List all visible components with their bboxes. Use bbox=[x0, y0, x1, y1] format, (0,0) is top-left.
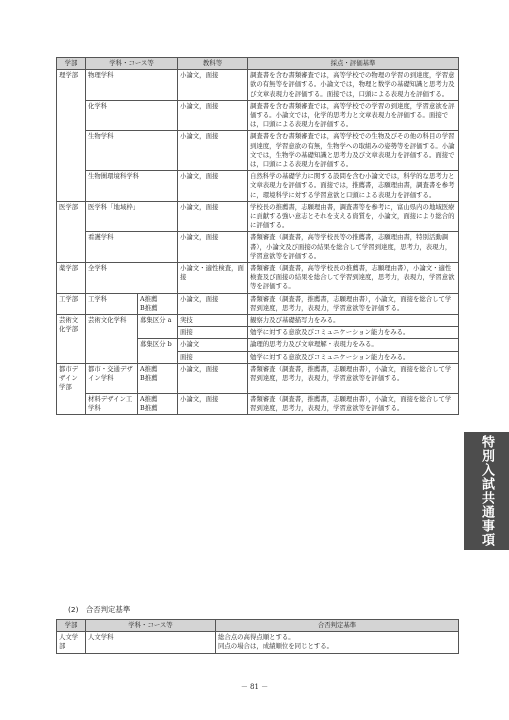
header-criteria: 採点・評価基準 bbox=[248, 58, 459, 70]
pass-fail-criteria-table bbox=[56, 619, 459, 654]
header-dept: 学科・コース等 bbox=[86, 58, 178, 70]
header-dept: 学科・コース等 bbox=[86, 620, 216, 632]
criteria-cell: 学校長の推薦書，志願理由書，調査書等を参考に，富山県内の地域医療に貢献する強い意志とそれを支える資質を，小論文，面接により総合的に評価する。 bbox=[248, 201, 459, 232]
dept-cell: 工学科 bbox=[86, 293, 138, 314]
table-row bbox=[57, 201, 459, 232]
table-row bbox=[57, 293, 459, 314]
faculty-cell bbox=[57, 131, 86, 171]
table-row bbox=[57, 394, 459, 415]
method-cell: 実技 bbox=[178, 315, 248, 327]
method-cell: 小論文，面接 bbox=[178, 232, 248, 263]
sub-cell: A推薦 B推薦 bbox=[138, 394, 178, 415]
table-header-row bbox=[57, 620, 459, 632]
table-row bbox=[57, 232, 459, 263]
method-cell: 小論文，面接 bbox=[178, 100, 248, 131]
criteria-cell: 調査書を含む書類審査では，高等学校での生物及びその他の科目の学習到達度，学習意欲の有無，生物学への取組みの姿勢等を評価する。小論文では，生物学の基礎知識と思考力及び文章表現力を評価する。面接では，口頭による表現力を評価する。 bbox=[248, 131, 459, 171]
table-row bbox=[57, 171, 459, 202]
dept-cell: 都市・交通デザイン学科 bbox=[86, 363, 138, 393]
criteria-cell: 論理的思考力及び文章理解・表現力をみる。 bbox=[248, 339, 459, 351]
dept-cell: 医学科「地域枠」 bbox=[86, 201, 178, 232]
dept-cell: 生物学科 bbox=[86, 131, 178, 171]
section-title: (2) 合否判定基準 bbox=[68, 605, 131, 614]
method-cell: 小論文，面接 bbox=[178, 131, 248, 171]
table-row bbox=[57, 363, 459, 393]
criteria-cell: 勉学に対する意欲及びコミュニケーション能力をみる。 bbox=[248, 327, 459, 339]
criteria-cell: 勉学に対する意欲及びコミュニケーション能力をみる。 bbox=[248, 351, 459, 363]
dept-cell: 生物圏環境科学科 bbox=[86, 171, 178, 202]
method-cell: 面接 bbox=[178, 327, 248, 339]
header-faculty: 学部 bbox=[57, 620, 86, 632]
sub-cell: A推薦 B推薦 bbox=[138, 363, 178, 393]
faculty-cell bbox=[57, 100, 86, 131]
table-header-row bbox=[57, 58, 459, 70]
method-cell: 小論文 bbox=[178, 339, 248, 351]
criteria-cell: 書類審査（調査書，高等学校長等の推薦書，志願理由書，特別活動調書），小論文及び面接の結果を総合して学習到達度，思考力，表現力，学習意欲等を評価する。 bbox=[248, 232, 459, 263]
dept-cell: 全学科 bbox=[86, 263, 178, 294]
criteria-cell: 書類審査（調査書，高等学校長の推薦書，志願理由書），小論文・適性検査及び面接の結果を総合して学習到達度，思考力，表現力，学習意欲等を評価する。 bbox=[248, 263, 459, 294]
table-row bbox=[57, 131, 459, 171]
dept-cell: 材料デザイン工学科 bbox=[86, 394, 138, 415]
method-cell: 小論文，面接 bbox=[178, 70, 248, 101]
criteria-cell: 書類審査（調査書，推薦書，志願理由書），小論文，面接を総合して学習到達度，思考力，表現力，学習意欲等を評価する。 bbox=[248, 394, 459, 415]
method-cell: 面接 bbox=[178, 351, 248, 363]
dept-cell: 芸術文化学科 bbox=[86, 315, 138, 364]
faculty-cell: 医学部 bbox=[57, 201, 86, 232]
criteria-cell: 総合点の高得点順とする。 同点の場合は，成績順位を同じとする。 bbox=[216, 632, 459, 653]
faculty-cell bbox=[57, 232, 86, 263]
header-faculty: 学部 bbox=[57, 58, 86, 70]
criteria-cell: 書類審査（調査書，推薦書，志願理由書），小論文，面接を総合して学習到達度，思考力，表現力，学習意欲等を評価する。 bbox=[248, 293, 459, 314]
method-cell: 小論文，面接 bbox=[178, 363, 248, 393]
faculty-cell: 芸術文化学部 bbox=[57, 315, 86, 364]
faculty-cell: 工学部 bbox=[57, 293, 86, 314]
method-cell: 小論文・適性検査，面接 bbox=[178, 263, 248, 294]
method-cell: 小論文，面接 bbox=[178, 171, 248, 202]
header-method: 教科等 bbox=[178, 58, 248, 70]
criteria-cell: 自然科学の基礎学力に関する設問を含む小論文では，科学的な思考力と文章表現力を評価する。面接では，推薦書，志願理由書，調査書を参考に，環境科学に対する学習意欲と口頭による表現力を評価する。 bbox=[248, 171, 459, 202]
table-row bbox=[57, 100, 459, 131]
criteria-cell: 調査書を含む書類審査では，高等学校での学習の到達度，学習意欲を評価する。小論文では，化学的思考力と文章表現力を評価する。面接では，口頭による表現力を評価する。 bbox=[248, 100, 459, 131]
table-row bbox=[57, 315, 459, 327]
table-row bbox=[57, 263, 459, 294]
faculty-cell: 理学部 bbox=[57, 70, 86, 101]
dept-cell: 物理学科 bbox=[86, 70, 178, 101]
category-cell: 募集区分 b bbox=[138, 339, 178, 363]
criteria-cell: 書類審査（調査書，推薦書，志願理由書），小論文，面接を総合して学習到達度，思考力，表現力，学習意欲等を評価する。 bbox=[248, 363, 459, 393]
dept-cell: 化学科 bbox=[86, 100, 178, 131]
faculty-cell bbox=[57, 394, 86, 415]
sub-cell: A推薦 B推薦 bbox=[138, 293, 178, 314]
faculty-cell: 都市デザイン学部 bbox=[57, 363, 86, 393]
header-criteria: 合否判定基準 bbox=[216, 620, 459, 632]
table-row bbox=[57, 632, 459, 653]
side-index-tab: 特別入試共通事項 bbox=[464, 432, 509, 550]
method-cell: 小論文，面接 bbox=[178, 293, 248, 314]
dept-cell: 人文学科 bbox=[86, 632, 216, 653]
faculty-cell bbox=[57, 171, 86, 202]
page-number: － 81 － bbox=[240, 683, 269, 691]
category-cell: 募集区分 a bbox=[138, 315, 178, 339]
criteria-cell: 観察力及び基礎描写力をみる。 bbox=[248, 315, 459, 327]
method-cell: 小論文，面接 bbox=[178, 394, 248, 415]
evaluation-criteria-table bbox=[56, 57, 459, 415]
table-row bbox=[57, 70, 459, 101]
faculty-cell: 薬学部 bbox=[57, 263, 86, 294]
method-cell: 小論文，面接 bbox=[178, 201, 248, 232]
dept-cell: 看護学科 bbox=[86, 232, 178, 263]
faculty-cell: 人文学部 bbox=[57, 632, 86, 653]
criteria-cell: 調査書を含む書類審査では，高等学校での物理の学習の到達度，学習意欲の有無等を評価する。小論文では，物理と数学の基礎知識と思考力及び文章表現力を評価する。面接では，口頭による表現力を評価する。 bbox=[248, 70, 459, 101]
